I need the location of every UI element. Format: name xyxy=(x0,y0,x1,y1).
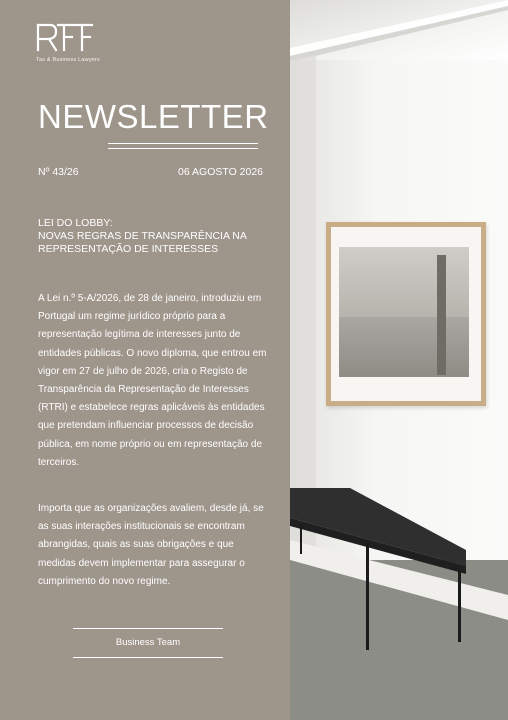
body-paragraph-1: A Lei n.º 5-A/2026, de 28 de janeiro, introduziu em Portugal um regime jurídico próprio para a representação legítima de interesses junto de entidades públicas. O novo diploma, que entrou em vigor em 27 de julho de 2026, cria o Registo de Transparência da Representação de Interesses (RTRI) e estabelece regras aplicáveis às entidades que pretendam influenciar processos de decisão pública, em nome próprio ou em representação de terceiros. xyxy=(38,293,267,468)
body-paragraph-2: Importa que as organizações avaliem, desde já, se as suas interações institucionais se encontram abrangidas, quais as suas obrigações e que medidas devem implementar para assegurar o cumprimento do novo regime. xyxy=(38,503,264,587)
issue-number: Nº 43/26 xyxy=(38,166,79,178)
logo-tagline: Tax & Business Lawyers xyxy=(36,57,101,63)
artwork-mat xyxy=(331,227,481,401)
headline xyxy=(38,217,278,256)
logo xyxy=(36,22,101,63)
hallway-photo xyxy=(290,0,508,720)
framed-artwork xyxy=(326,222,486,406)
title-divider-bottom xyxy=(108,148,258,149)
artwork-sea xyxy=(339,317,469,377)
artwork-image xyxy=(339,247,469,377)
footer-signature: Business Team xyxy=(115,637,181,648)
footer-divider-bottom xyxy=(73,657,223,658)
footer-divider-top xyxy=(73,628,223,629)
issue-date: 06 AGOSTO 2026 xyxy=(178,166,264,178)
artwork-post xyxy=(437,255,446,375)
headline-line-3: REPRESENTAÇÃO DE INTERESSES xyxy=(38,243,219,255)
title-divider-top xyxy=(108,143,258,144)
headline-line-1: LEI DO LOBBY: xyxy=(38,217,113,229)
bench xyxy=(290,488,466,658)
rff-logo-mark xyxy=(36,22,96,54)
newsletter-title: NEWSLETTER xyxy=(38,98,269,135)
headline-line-2: NOVAS REGRAS DE TRANSPARÊNCIA NA xyxy=(38,230,247,242)
